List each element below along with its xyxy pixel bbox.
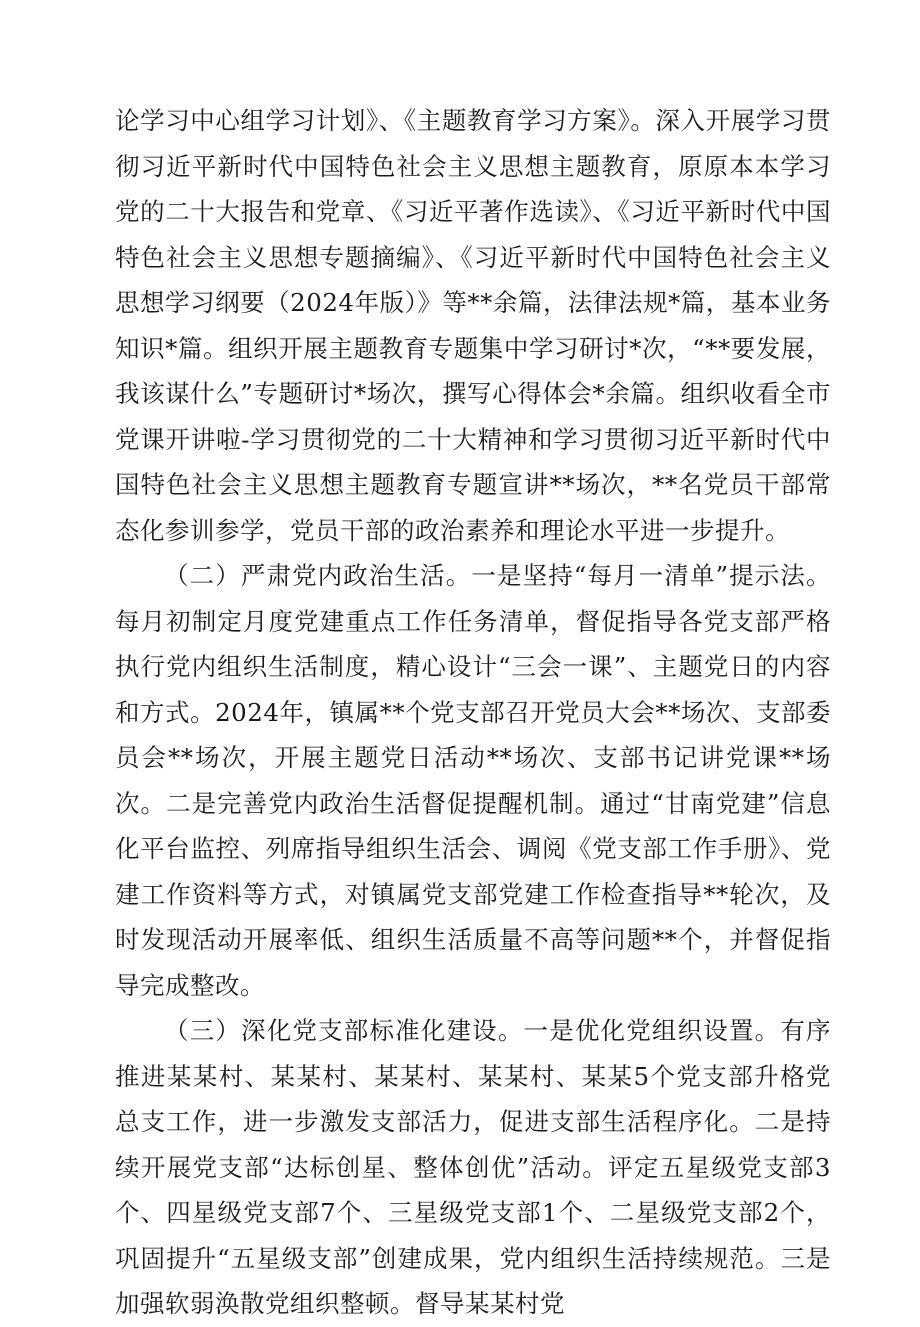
paragraph-3: （三）深化党支部标准化建设。一是优化党组织设置。有序推进某某村、某某村、某某村、某某村、某某5个党支部升格党总支工作，进一步激发支部活力，促进支部生活程序化。二是持续开展党支部“达标创星、整体创优”活动。评定五星级党支部3个、四星级党支部7个、三星级党支部1个、二星级党支部2个，巩固提升“五星级支部”创建成果，党内组织生活持续规范。三是加强软弱涣散党组织整顿。督导某某村党	[115, 1016, 831, 1318]
body-text	[115, 98, 831, 1327]
paragraph-2: （二）严肃党内政治生活。一是坚持“每月一清单”提示法。每月初制定月度党建重点工作任务清单，督促指导各党支部严格执行党内组织生活制度，精心设计“三会一课”、主题党日的内容和方式。2024年，镇属**个党支部召开党员大会**场次、支部委员会**场次，开展主题党日活动**场次、支部书记讲党课**场次。二是完善党内政治生活督促提醒机制。通过“甘南党建”信息化平台监控、列席指导组织生活会、调阅《党支部工作手册》、党建工作资料等方式，对镇属党支部党建工作检查指导**轮次，及时发现活动开展率低、组织生活质量不高等问题**个，并督促指导完成整改。	[115, 561, 831, 1000]
paragraph-1: 论学习中心组学习计划》、《主题教育学习方案》。深入开展学习贯彻习近平新时代中国特色社会主义思想主题教育，原原本本学习党的二十大报告和党章、《习近平著作选读》、《习近平新时代中国特色社会主义思想专题摘编》、《习近平新时代中国特色社会主义思想学习纲要（2024年版）》等**余篇，法律法规*篇，基本业务知识*篇。组织开展主题教育专题集中学习研讨*次，“**要发展，我该谋什么”专题研讨*场次，撰写心得体会*余篇。组织收看全市党课开讲啦-学习贯彻党的二十大精神和学习贯彻习近平新时代中国特色社会主义思想主题教育专题宣讲**场次，**名党员干部常态化参训参学，党员干部的政治素养和理论水平进一步提升。	[115, 106, 831, 545]
